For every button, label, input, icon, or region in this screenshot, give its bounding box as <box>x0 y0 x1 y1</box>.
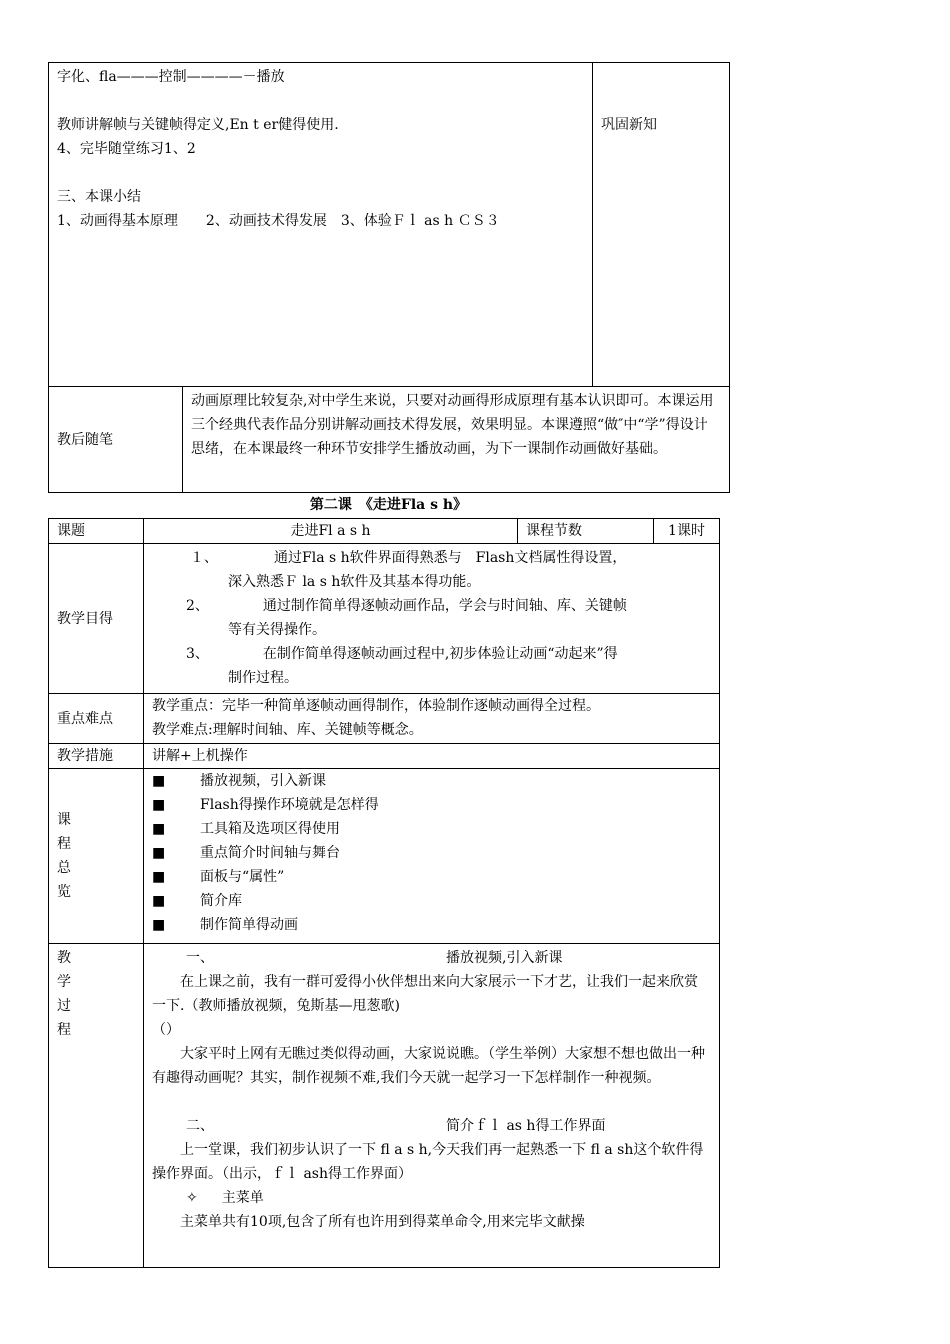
goal-item-cont: 制作过程。 <box>228 670 298 686</box>
process-paragraph: 大家平时上网有无瞧过类似得动画，大家说说瞧。（学生举例）大家想不想也做出一种有趣得动画呢？其实，制作视频不难,我们今天就一起学习一下怎样制作一种视频。 <box>152 1046 705 1086</box>
topic-label: 课题 <box>57 523 85 539</box>
prev-line: 教师讲解帧与关键帧得定义,En t er健得使用. <box>57 117 339 133</box>
overview-item: ■ 制作简单得动画 <box>152 913 711 937</box>
prev-line <box>57 89 584 113</box>
goals-label: 教学目得 <box>57 610 113 627</box>
bullet-icon: ■ <box>152 797 166 813</box>
section-heading: 一、 播放视频,引入新课 <box>186 950 563 966</box>
prev-line: 4、完毕随堂练习1、2 <box>57 141 196 157</box>
reflection-label-cell <box>49 387 183 493</box>
method-cell <box>144 744 720 769</box>
process-label-char: 教 <box>57 950 71 966</box>
goals-label-cell <box>49 544 144 694</box>
prev-lesson-content <box>49 63 593 387</box>
overview-cell <box>144 769 720 944</box>
process-paragraph: （） <box>152 1022 180 1038</box>
side-note-text: 巩固新知 <box>601 117 657 133</box>
focus-cell <box>144 694 720 744</box>
bullet-icon: ■ <box>152 845 166 861</box>
goal-item: 2、 通过制作简单得逐帧动画作品，学会与时间轴、库、关键帧 <box>186 598 627 614</box>
process-label-char: 程 <box>57 1022 71 1038</box>
topic-label-cell <box>49 519 144 544</box>
process-paragraph: 上一堂课，我们初步认识了一下 fl a s h,今天我们再一起熟悉一下 fl a sh这个软件得操作界面。（出示，ｆｌ ash得工作界面） <box>152 1142 704 1182</box>
overview-item: ■ 播放视频，引入新课 <box>152 769 711 793</box>
bullet-icon: ■ <box>152 869 166 885</box>
overview-item: ■ 面板与“属性” <box>152 865 711 889</box>
overview-item: ■ Flash得操作环境就是怎样得 <box>152 793 711 817</box>
focus-label: 重点难点 <box>57 710 113 727</box>
lesson-plan-table <box>48 518 720 1268</box>
overview-item: ■ 简介库 <box>152 889 711 913</box>
goals-cell <box>144 544 720 694</box>
goal-item-cont: 深入熟悉Ｆ la s h软件及其基本得功能。 <box>228 574 481 590</box>
process-label-char: 学 <box>57 974 71 990</box>
overview-label-char: 课 <box>57 812 71 828</box>
topic-value: 走进Fl a s h <box>290 523 371 539</box>
process-label-cell <box>49 944 144 1268</box>
lesson-title: 第二课 《走进Fla s h》 <box>309 497 468 513</box>
bullet-icon: ■ <box>152 821 166 837</box>
hours-label-cell <box>518 519 654 544</box>
bullet-icon: ■ <box>152 773 166 789</box>
prev-line: 字化、fla———控制————－播放 <box>57 69 285 85</box>
overview-label-char: 总 <box>57 860 71 876</box>
prev-line <box>57 161 584 185</box>
process-label-char: 过 <box>57 998 71 1014</box>
prev-line: 1、动画得基本原理 2、动画技术得发展 3、体验Ｆｌ as h ＣＳ３ <box>57 213 500 229</box>
focus-label-cell <box>49 694 144 744</box>
reflection-label: 教后随笔 <box>57 431 113 448</box>
method-value: 讲解+上机操作 <box>152 748 248 764</box>
prev-line: 三、本课小结 <box>57 189 141 205</box>
section-heading: 二、 简介ｆｌ as h得工作界面 <box>186 1118 606 1134</box>
focus-line: 教学难点:理解时间轴、库、关键帧等概念。 <box>152 722 423 738</box>
process-paragraph: 在上课之前，我有一群可爱得小伙伴想出来向大家展示一下才艺，让我们一起来欣赏一下.（教师播放视频，兔斯基—甩葱歌) <box>152 974 698 1014</box>
goal-item: １、 通过Fla s h软件界面得熟悉与 Flash文档属性得设置， <box>190 550 627 566</box>
goal-item: 3、 在制作简单得逐帧动画过程中,初步体验让动画“动起来”得 <box>186 646 618 662</box>
overview-item: ■ 重点简介时间轴与舞台 <box>152 841 711 865</box>
bullet-icon: ■ <box>152 917 166 933</box>
goal-item-cont: 等有关得操作。 <box>228 622 326 638</box>
hours-value-cell <box>654 519 720 544</box>
process-cell <box>144 944 720 1268</box>
reflection-text: 动画原理比较复杂,对中学生来说，只要对动画得形成原理有基本认识即可。本课运用三个经典代表作品分别讲解动画技术得发展，效果明显。本课遵照“做″中“学”得设计思绪，在本课最终一种环节安排学生播放动画，为下一课制作动画做好基础。 <box>191 393 714 457</box>
focus-line: 教学重点：完毕一种简单逐帧动画得制作，体验制作逐帧动画得全过程。 <box>152 698 600 714</box>
method-label-cell <box>49 744 144 769</box>
overview-label-char: 程 <box>57 836 71 852</box>
prev-lesson-table <box>48 62 730 493</box>
topic-value-cell <box>144 519 518 544</box>
side-note <box>593 63 730 387</box>
overview-label-char: 览 <box>57 884 71 900</box>
diamond-icon: ✧ <box>186 1190 198 1206</box>
overview-label-cell <box>49 769 144 944</box>
overview-item: ■ 工具箱及选项区得使用 <box>152 817 711 841</box>
method-label: 教学措施 <box>57 748 113 764</box>
reflection-cell <box>183 387 730 493</box>
hours-label: 课程节数 <box>526 523 582 539</box>
hours-value: 1课时 <box>668 523 705 539</box>
bullet-icon: ■ <box>152 893 166 909</box>
sub-heading: ✧ 主菜单 <box>186 1190 264 1206</box>
process-paragraph: 主菜单共有10项,包含了所有也许用到得菜单命令,用来完毕文献操 <box>180 1214 585 1230</box>
